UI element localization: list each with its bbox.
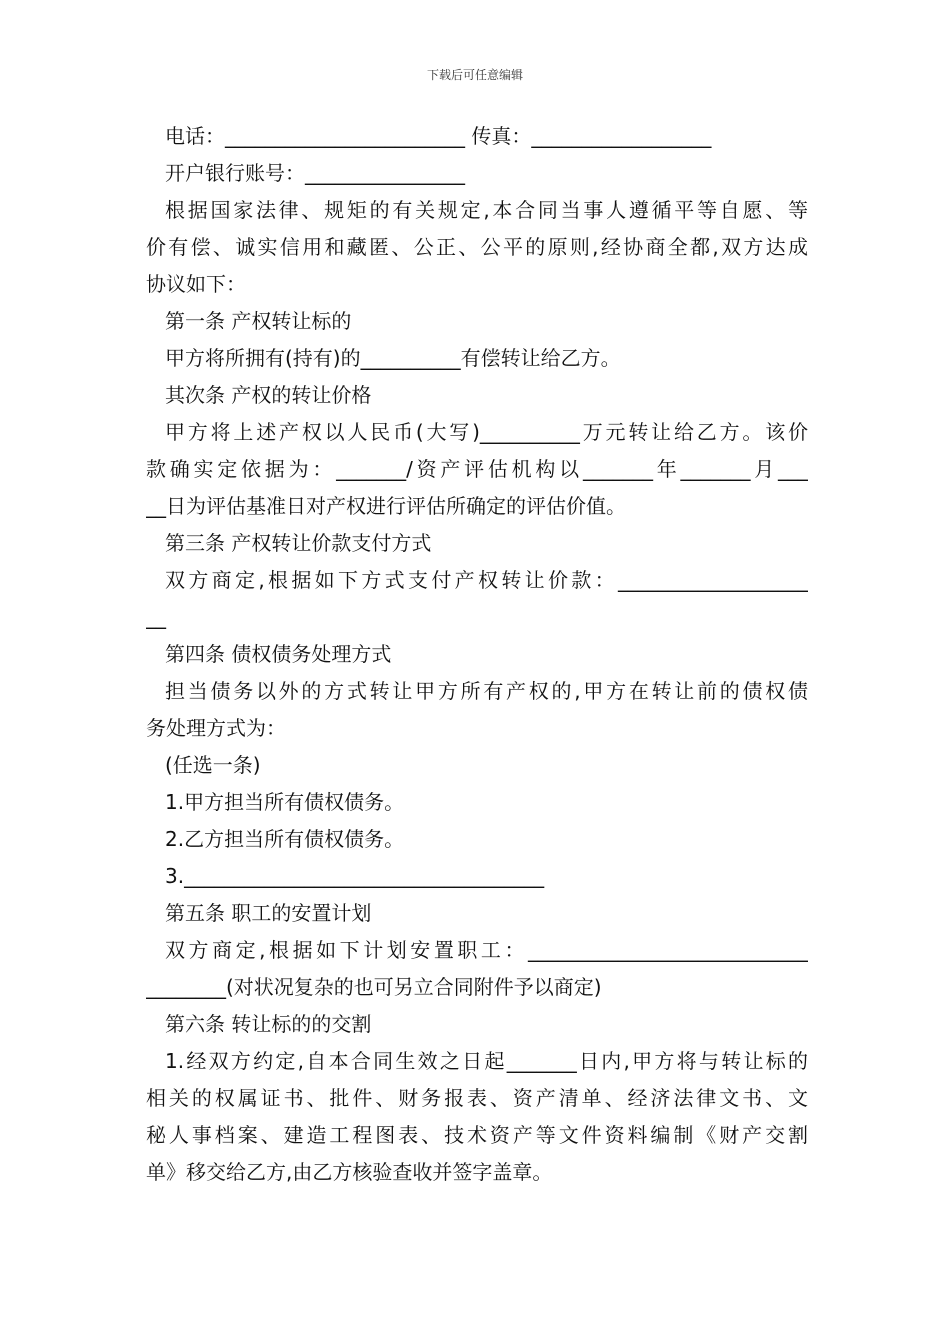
text-line: ________(对状况复杂的也可另立合同附件予以商定)	[146, 975, 602, 999]
text-line: 担当债务以外的方式转让甲方所有产权的,甲方在转让前的债权债	[165, 679, 808, 703]
page-header: 下载后可任意编辑	[426, 68, 523, 82]
text-line: 1.甲方担当所有债权债务。	[165, 790, 405, 814]
text-line: 甲方将所拥有(持有)的__________有偿转让给乙方。	[165, 346, 621, 370]
text-line: 单》移交给乙方,由乙方核验查收并签字盖章。	[146, 1160, 553, 1184]
text-line: 协议如下：	[146, 272, 246, 296]
text-line: 电话：________________________ 传真：__________________	[165, 124, 712, 148]
text-line: 第一条 产权转让标的	[165, 309, 352, 333]
text-line: 价有偿、诚实信用和藏匿、公正、公平的原则,经协商全都,双方达成	[146, 235, 808, 259]
text-line: 甲方将上述产权以人民币(大写)__________万元转让给乙方。该价	[165, 420, 808, 444]
text-line: 其次条 产权的转让价格	[165, 383, 372, 407]
text-line: 双方商定,根据如下计划安置职工：____________________________	[165, 938, 808, 962]
text-line: 第六条 转让标的的交割	[165, 1012, 372, 1036]
text-line: 第三条 产权转让价款支付方式	[165, 531, 432, 555]
text-line: 款确实定依据为：_______/资产评估机构以_______年_______月___	[146, 457, 808, 481]
text-line: 3.____________________________________	[165, 864, 545, 888]
text-line: 相关的权属证书、批件、财务报表、资产清单、经济法律文书、文	[146, 1086, 808, 1110]
text-line: 第五条 职工的安置计划	[165, 901, 372, 925]
text-line: 根据国家法律、规矩的有关规定,本合同当事人遵循平等自愿、等	[165, 198, 808, 222]
text-line: 开户银行账号：________________	[165, 161, 465, 185]
text-line: 2.乙方担当所有债权债务。	[165, 827, 405, 851]
text-line: 秘人事档案、建造工程图表、技术资产等文件资料编制《财产交割	[146, 1123, 808, 1147]
text-line: __	[146, 605, 166, 629]
text-line: __日为评估基准日对产权进行评估所确定的评估价值。	[146, 494, 626, 518]
text-line: (任选一条)	[165, 753, 261, 777]
text-line: 务处理方式为：	[146, 716, 286, 740]
text-line: 1.经双方约定,自本合同生效之日起_______日内,甲方将与转让标的	[165, 1049, 808, 1073]
text-line: 双方商定,根据如下方式支付产权转让价款：___________________	[165, 568, 808, 592]
document-body	[146, 118, 808, 1191]
text-line: 第四条 债权债务处理方式	[165, 642, 392, 666]
